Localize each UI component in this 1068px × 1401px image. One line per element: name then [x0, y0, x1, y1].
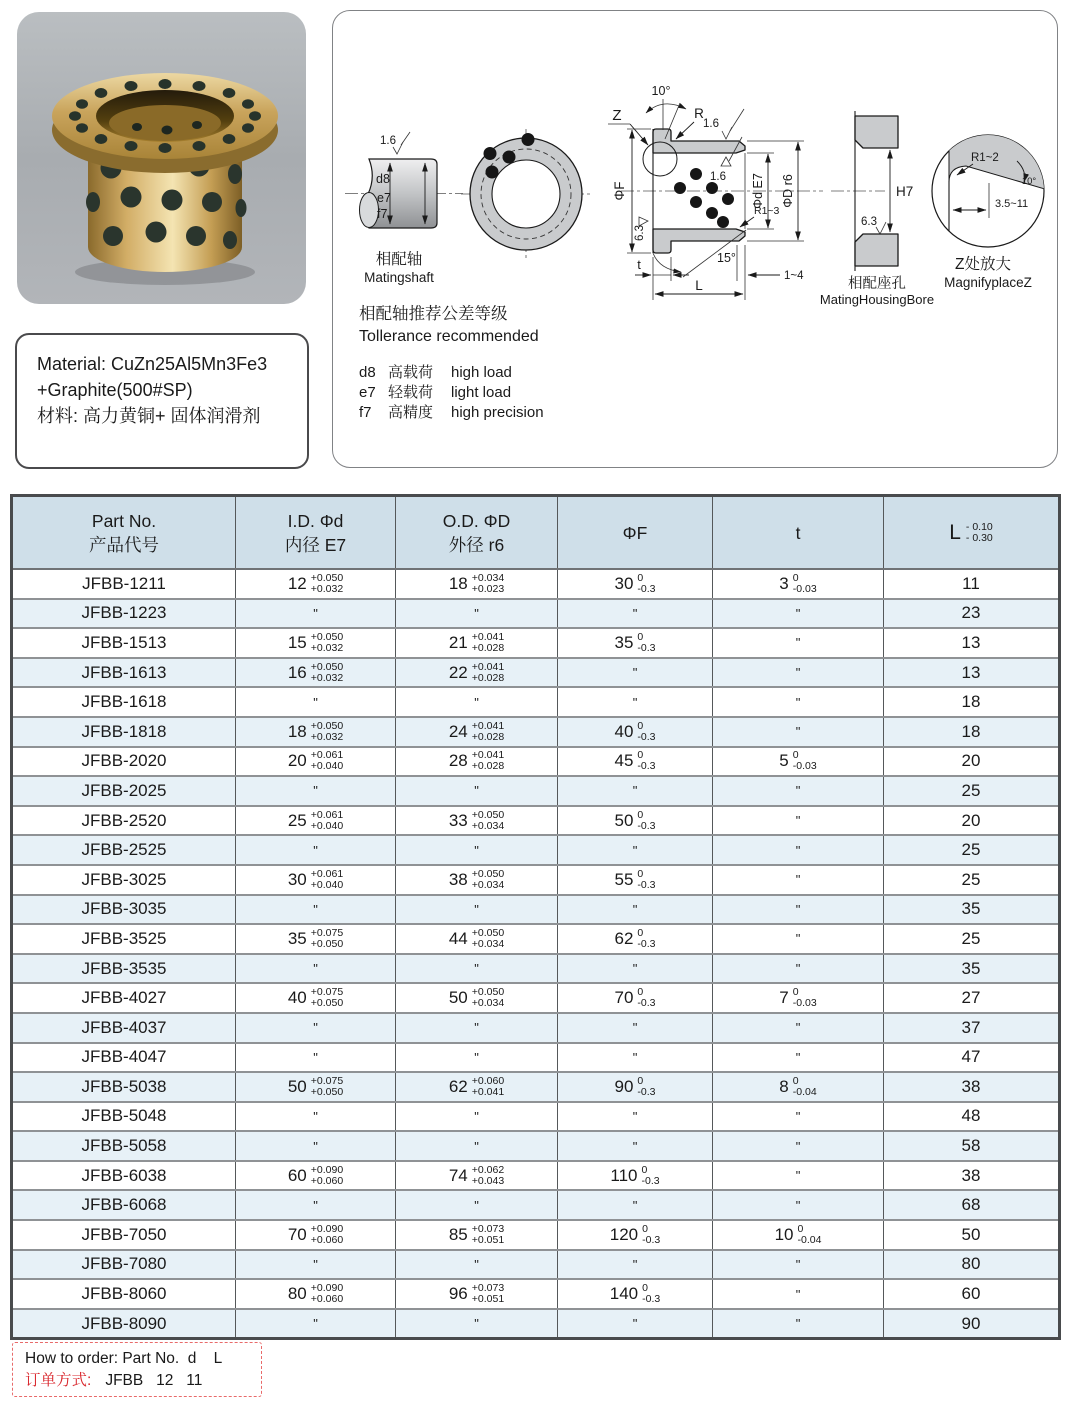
col-header-id: I.D. Φd 内径 E7: [236, 496, 396, 570]
order-line-2-cn: 订单方式:: [25, 1372, 92, 1389]
cell-id: ": [236, 599, 396, 629]
cell-f: ": [558, 1131, 713, 1161]
cell-id: ": [236, 1190, 396, 1220]
bushing-front-view: [461, 129, 591, 259]
cell-od: 22 +0.041 +0.028: [396, 658, 558, 688]
magnify-z-view: [932, 116, 1045, 290]
section-dim-f: ΦF: [612, 181, 627, 201]
cell-part: JFBB-1223: [12, 599, 236, 629]
cell-f: 110 0 -0.3: [558, 1161, 713, 1191]
cell-l: 60: [884, 1279, 1060, 1309]
cell-id: 80 +0.090 +0.060: [236, 1279, 396, 1309]
section-r13: R1~3: [754, 205, 780, 217]
cell-od: 62 +0.060 +0.041: [396, 1072, 558, 1102]
cell-part: JFBB-5048: [12, 1102, 236, 1132]
cell-f: ": [558, 1013, 713, 1043]
cell-t: 5 0 -0.03: [713, 747, 884, 777]
cell-id: 18 +0.050 +0.032: [236, 717, 396, 747]
housing-bore-view: [820, 111, 934, 307]
cell-f: ": [558, 1190, 713, 1220]
tolerance-item-cn: 轻载荷: [388, 384, 434, 401]
table-body: [12, 569, 1060, 1339]
col-header-part: Part No. 产品代号: [12, 496, 236, 570]
housing-caption-cn: 相配座孔: [848, 276, 906, 292]
cell-id: ": [236, 835, 396, 865]
shaft-fit-e7: e7: [377, 191, 391, 205]
material-line-2: +Graphite(500#SP): [37, 380, 193, 400]
technical-drawing: [333, 11, 1058, 468]
table-row: [12, 1309, 1060, 1339]
cell-l: 38: [884, 1161, 1060, 1191]
table-header-row: [12, 496, 1060, 570]
cell-part: JFBB-3035: [12, 895, 236, 925]
section-finish-top: 1.6: [703, 118, 719, 130]
section-dim-big-d: ΦD r6: [781, 174, 795, 208]
cell-od: ": [396, 776, 558, 806]
cell-f: ": [558, 835, 713, 865]
cell-l: 58: [884, 1131, 1060, 1161]
tolerance-title-en: Tollerance recommended: [359, 328, 539, 345]
cell-t: ": [713, 1279, 884, 1309]
cell-t: ": [713, 717, 884, 747]
cell-l: 68: [884, 1190, 1060, 1220]
cell-t: 8 0 -0.04: [713, 1072, 884, 1102]
section-r-label: R: [694, 106, 704, 121]
cell-l: 27: [884, 983, 1060, 1013]
cell-f: 45 0 -0.3: [558, 747, 713, 777]
cell-t: ": [713, 1190, 884, 1220]
housing-finish: 6.3: [861, 216, 877, 228]
cell-od: ": [396, 954, 558, 984]
cell-f: ": [558, 776, 713, 806]
cell-id: ": [236, 1013, 396, 1043]
cell-t: 3 0 -0.03: [713, 569, 884, 599]
cell-l: 20: [884, 747, 1060, 777]
cell-t: ": [713, 658, 884, 688]
cell-l: 13: [884, 628, 1060, 658]
housing-dim-h7: H7: [896, 184, 914, 199]
cell-part: JFBB-7080: [12, 1250, 236, 1280]
tolerance-item-cn: 高精度: [388, 404, 434, 421]
technical-drawing-panel: [332, 10, 1058, 468]
section-dim-l: L: [695, 278, 703, 293]
cell-t: ": [713, 1161, 884, 1191]
cell-od: ": [396, 895, 558, 925]
cell-part: JFBB-5058: [12, 1131, 236, 1161]
cell-part: JFBB-1513: [12, 628, 236, 658]
magnify-angle: 10°: [1021, 176, 1037, 187]
cell-f: 50 0 -0.3: [558, 806, 713, 836]
cell-t: ": [713, 924, 884, 954]
cell-f: ": [558, 1309, 713, 1339]
cell-t: ": [713, 1043, 884, 1073]
material-line-3: 材料: 高力黄铜+ 固体润滑剂: [37, 406, 261, 426]
table-row: [12, 806, 1060, 836]
table-row: [12, 895, 1060, 925]
cell-id: 35 +0.075 +0.050: [236, 924, 396, 954]
table-row: [12, 1190, 1060, 1220]
tolerance-title-cn: 相配轴推荐公差等级: [359, 305, 508, 323]
cell-t: ": [713, 776, 884, 806]
cell-part: JFBB-1211: [12, 569, 236, 599]
section-finish-left: 6.3: [634, 225, 646, 241]
tolerance-item-code: e7: [359, 384, 376, 401]
cell-t: ": [713, 687, 884, 717]
cell-t: ": [713, 1309, 884, 1339]
cell-t: 7 0 -0.03: [713, 983, 884, 1013]
table-row: [12, 776, 1060, 806]
cell-l: 38: [884, 1072, 1060, 1102]
cell-part: JFBB-4027: [12, 983, 236, 1013]
cell-part: JFBB-3525: [12, 924, 236, 954]
tolerance-item-en: high precision: [451, 404, 544, 421]
table-row: [12, 983, 1060, 1013]
cell-l: 35: [884, 954, 1060, 984]
material-line-1: Material: CuZn25Al5Mn3Fe3: [37, 354, 268, 374]
cell-id: 70 +0.090 +0.060: [236, 1220, 396, 1250]
cell-od: 38 +0.050 +0.034: [396, 865, 558, 895]
cell-part: JFBB-3025: [12, 865, 236, 895]
cell-id: 30 +0.061 +0.040: [236, 865, 396, 895]
cell-od: 85 +0.073 +0.051: [396, 1220, 558, 1250]
cell-id: 60 +0.090 +0.060: [236, 1161, 396, 1191]
cell-f: ": [558, 687, 713, 717]
table-row: [12, 1220, 1060, 1250]
col-header-f: ΦF: [558, 496, 713, 570]
cell-part: JFBB-2020: [12, 747, 236, 777]
cell-od: ": [396, 1013, 558, 1043]
cell-id: ": [236, 1309, 396, 1339]
cell-od: 96 +0.073 +0.051: [396, 1279, 558, 1309]
cell-id: ": [236, 1043, 396, 1073]
cell-part: JFBB-6038: [12, 1161, 236, 1191]
tolerance-item-code: f7: [359, 404, 372, 421]
cell-f: 30 0 -0.3: [558, 569, 713, 599]
cell-t: ": [713, 954, 884, 984]
table-row: [12, 1072, 1060, 1102]
cell-part: JFBB-5038: [12, 1072, 236, 1102]
cell-l: 37: [884, 1013, 1060, 1043]
table-row: [12, 1013, 1060, 1043]
col-header-od: O.D. ΦD 外径 r6: [396, 496, 558, 570]
cell-part: JFBB-8060: [12, 1279, 236, 1309]
cell-l: 25: [884, 835, 1060, 865]
table-row: [12, 924, 1060, 954]
bushing-section-view: [608, 84, 823, 300]
section-angle-bottom: 15°: [717, 251, 736, 265]
cell-id: 15 +0.050 +0.032: [236, 628, 396, 658]
cell-l: 18: [884, 717, 1060, 747]
cell-id: 25 +0.061 +0.040: [236, 806, 396, 836]
cell-part: JFBB-2525: [12, 835, 236, 865]
cell-t: 10 0 -0.04: [713, 1220, 884, 1250]
cell-od: 50 +0.050 +0.034: [396, 983, 558, 1013]
table-row: [12, 599, 1060, 629]
cell-t: ": [713, 835, 884, 865]
order-box: [12, 1342, 262, 1397]
cell-f: 90 0 -0.3: [558, 1072, 713, 1102]
order-line-2-value: JFBB 12 11: [105, 1372, 203, 1389]
cell-id: ": [236, 895, 396, 925]
table-row: [12, 658, 1060, 688]
cell-od: 28 +0.041 +0.028: [396, 747, 558, 777]
cell-t: ": [713, 599, 884, 629]
cell-od: 33 +0.050 +0.034: [396, 806, 558, 836]
cell-t: ": [713, 806, 884, 836]
housing-caption-en: MatingHousingBore: [819, 292, 935, 307]
section-dim-d: Φd E7: [751, 173, 765, 209]
cell-l: 11: [884, 569, 1060, 599]
cell-part: JFBB-2025: [12, 776, 236, 806]
cell-l: 25: [884, 776, 1060, 806]
shaft-fit-f7: f7: [377, 207, 388, 221]
cell-t: ": [713, 628, 884, 658]
tolerance-item-code: d8: [359, 364, 376, 381]
cell-od: ": [396, 1131, 558, 1161]
cell-f: 140 0 -0.3: [558, 1279, 713, 1309]
section-dim-14: 1~4: [784, 270, 804, 282]
cell-f: 62 0 -0.3: [558, 924, 713, 954]
shaft-finish-label: 1.6: [380, 135, 396, 147]
cell-f: 40 0 -0.3: [558, 717, 713, 747]
cell-part: JFBB-6068: [12, 1190, 236, 1220]
table-row: [12, 1131, 1060, 1161]
cell-l: 25: [884, 924, 1060, 954]
section-z-label: Z: [612, 107, 622, 124]
cell-f: ": [558, 954, 713, 984]
cell-id: 50 +0.075 +0.050: [236, 1072, 396, 1102]
matingshaft-view: [345, 132, 463, 285]
shaft-caption-en: Matingshaft: [364, 270, 434, 285]
cell-od: ": [396, 599, 558, 629]
table-row: [12, 1279, 1060, 1309]
cell-f: ": [558, 895, 713, 925]
cell-f: ": [558, 658, 713, 688]
table-row: [12, 569, 1060, 599]
cell-part: JFBB-4047: [12, 1043, 236, 1073]
cell-part: JFBB-1613: [12, 658, 236, 688]
cell-od: ": [396, 835, 558, 865]
table-row: [12, 628, 1060, 658]
cell-od: 21 +0.041 +0.028: [396, 628, 558, 658]
cell-od: ": [396, 1102, 558, 1132]
cell-f: ": [558, 599, 713, 629]
cell-f: ": [558, 1102, 713, 1132]
cell-f: 35 0 -0.3: [558, 628, 713, 658]
tolerance-note: [359, 304, 544, 421]
table-row: [12, 687, 1060, 717]
cell-id: 12 +0.050 +0.032: [236, 569, 396, 599]
cell-t: ": [713, 1131, 884, 1161]
magnify-dim: 3.5~11: [995, 198, 1029, 210]
magnify-caption-cn: Z处放大: [955, 256, 1011, 273]
cell-id: ": [236, 1131, 396, 1161]
section-angle-top: 10°: [651, 84, 671, 98]
cell-part: JFBB-3535: [12, 954, 236, 984]
cell-id: 20 +0.061 +0.040: [236, 747, 396, 777]
cell-od: 44 +0.050 +0.034: [396, 924, 558, 954]
cell-f: 70 0 -0.3: [558, 983, 713, 1013]
table-row: [12, 1043, 1060, 1073]
cell-l: 20: [884, 806, 1060, 836]
cell-part: JFBB-8090: [12, 1309, 236, 1339]
cell-t: ": [713, 1250, 884, 1280]
cell-f: 55 0 -0.3: [558, 865, 713, 895]
section-finish-bore: 1.6: [710, 171, 726, 183]
cell-l: 50: [884, 1220, 1060, 1250]
tolerance-item-en: high load: [451, 364, 512, 381]
dimension-table: [10, 494, 1061, 1340]
cell-od: ": [396, 1043, 558, 1073]
tolerance-item-en: light load: [451, 384, 512, 401]
magnify-r-label: R1~2: [971, 152, 999, 164]
cell-od: 24 +0.041 +0.028: [396, 717, 558, 747]
magnify-caption-en: MagnifyplaceZ: [944, 275, 1032, 290]
cell-id: ": [236, 954, 396, 984]
tolerance-item-cn: 高载荷: [388, 364, 434, 381]
table-row: [12, 1161, 1060, 1191]
cell-l: 48: [884, 1102, 1060, 1132]
cell-od: ": [396, 1309, 558, 1339]
bushing-photo-graphic: [15, 10, 308, 306]
cell-l: 80: [884, 1250, 1060, 1280]
cell-f: ": [558, 1250, 713, 1280]
table-row: [12, 835, 1060, 865]
order-line-2: [25, 1370, 261, 1392]
table-row: [12, 865, 1060, 895]
cell-od: ": [396, 1250, 558, 1280]
cell-f: 120 0 -0.3: [558, 1220, 713, 1250]
material-box: [15, 333, 309, 469]
cell-od: 74 +0.062 +0.043: [396, 1161, 558, 1191]
shaft-fit-d8: d8: [376, 172, 390, 186]
cell-id: ": [236, 1102, 396, 1132]
cell-id: ": [236, 1250, 396, 1280]
cell-od: 18 +0.034 +0.023: [396, 569, 558, 599]
table-row: [12, 747, 1060, 777]
table-row: [12, 1102, 1060, 1132]
cell-part: JFBB-4037: [12, 1013, 236, 1043]
cell-l: 18: [884, 687, 1060, 717]
table-row: [12, 954, 1060, 984]
cell-od: ": [396, 687, 558, 717]
cell-id: 40 +0.075 +0.050: [236, 983, 396, 1013]
cell-l: 90: [884, 1309, 1060, 1339]
product-photo: [15, 10, 308, 306]
cell-t: ": [713, 865, 884, 895]
cell-l: 35: [884, 895, 1060, 925]
cell-l: 23: [884, 599, 1060, 629]
shaft-caption-cn: 相配轴: [375, 251, 423, 268]
cell-l: 47: [884, 1043, 1060, 1073]
col-header-t: t: [713, 496, 884, 570]
col-header-l: L - 0.10 - 0.30: [884, 496, 1060, 570]
order-line-1: How to order: Part No. d L: [25, 1350, 223, 1367]
table-row: [12, 717, 1060, 747]
cell-od: ": [396, 1190, 558, 1220]
cell-id: 16 +0.050 +0.032: [236, 658, 396, 688]
cell-part: JFBB-1618: [12, 687, 236, 717]
cell-id: ": [236, 687, 396, 717]
cell-part: JFBB-2520: [12, 806, 236, 836]
cell-t: ": [713, 895, 884, 925]
cell-part: JFBB-7050: [12, 1220, 236, 1250]
cell-l: 13: [884, 658, 1060, 688]
cell-id: ": [236, 776, 396, 806]
cell-l: 25: [884, 865, 1060, 895]
cell-t: ": [713, 1013, 884, 1043]
section-dim-t: t: [637, 257, 641, 272]
cell-t: ": [713, 1102, 884, 1132]
cell-part: JFBB-1818: [12, 717, 236, 747]
table-row: [12, 1250, 1060, 1280]
cell-f: ": [558, 1043, 713, 1073]
